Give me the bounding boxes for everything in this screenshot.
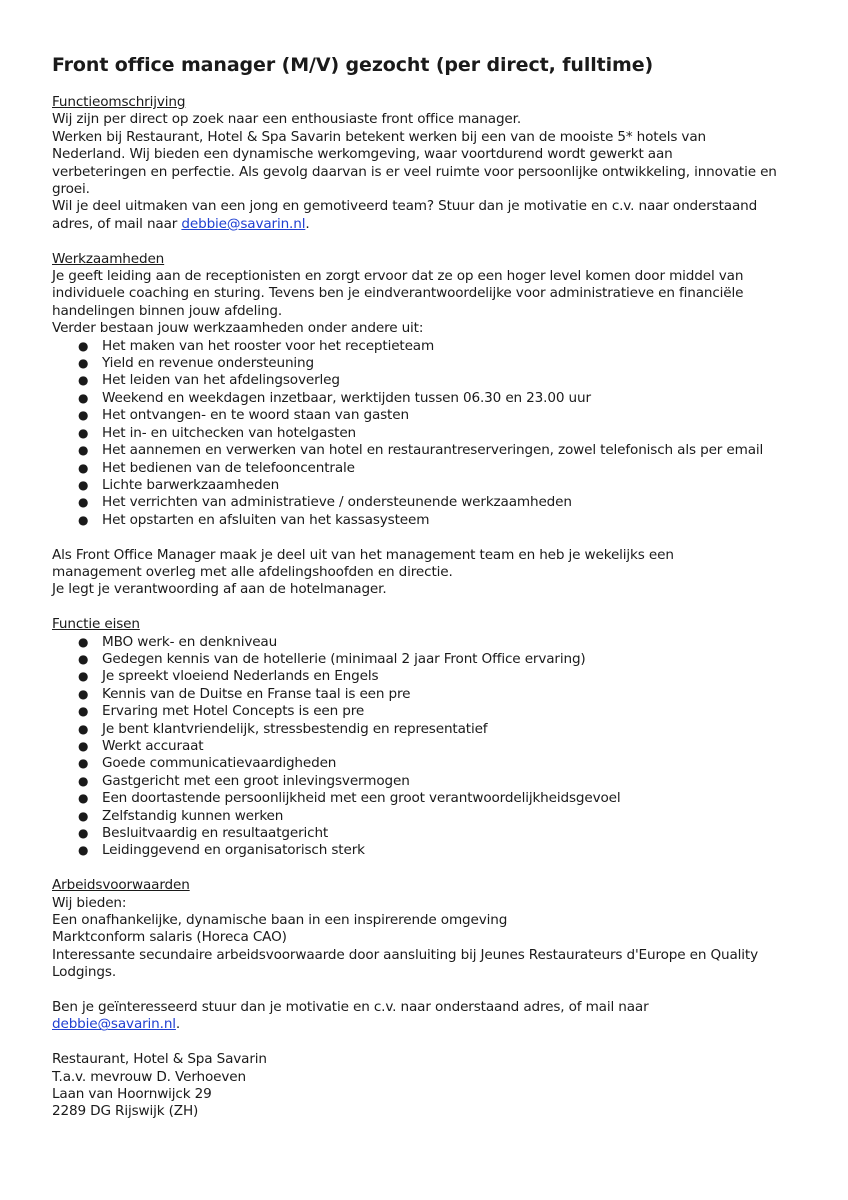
list-item [52,703,792,720]
section-requirements [52,616,792,860]
list-item [52,686,792,703]
description-line: Wij zijn per direct op zoek naar een enthousiaste front office manager. [52,111,522,128]
list-item [52,425,792,442]
tasks-line: handelingen binnen jouw afdeling. [52,302,283,319]
list-item-text: Ervaring met Hotel Concepts is een pre [102,703,365,720]
section-tasks [52,251,792,599]
list-item [52,494,792,511]
list-item [52,372,792,389]
list-item-text: Het leiden van het afdelingsoverleg [102,372,340,389]
spacer [52,1034,792,1051]
list-item [52,808,792,825]
closing-line [52,1016,792,1033]
list-item-text: Het bedienen van de telefooncentrale [102,459,355,476]
description-line: Werken bij Restaurant, Hotel & Spa Savarin betekent werken bij een van de mooiste 5* hotels van [52,128,706,145]
conditions-line: Lodgings. [52,964,116,981]
conditions-line: Interessante secundaire arbeidsvoorwaarde door aansluiting bij Jeunes Restaurateurs d'Europe en Quality [52,946,759,963]
bullet-icon: ● [78,408,89,423]
closing-line: Ben je geïnteresseerd stuur dan je motivatie en c.v. naar onderstaand adres, of mail naar [52,999,649,1016]
bullet-icon: ● [78,495,89,510]
bullet-icon: ● [78,791,89,806]
description-line [52,216,792,233]
list-item-text: Weekend en weekdagen inzetbaar, werktijden tussen 06.30 en 23.00 uur [102,389,591,406]
list-item-text: Leidinggevend en organisatorisch sterk [102,842,365,859]
tasks-list [52,338,792,529]
tasks-line: Als Front Office Manager maak je deel uit van het management team en heb je wekelijks een [52,546,674,563]
section-description [52,94,792,233]
list-item-text: Yield en revenue ondersteuning [102,355,315,372]
description-line: verbeteringen en perfectie. Als gevolg daarvan is er veel ruimte voor persoonlijke ontwikkeling, innovatie en [52,163,777,180]
section-heading-description: Functieomschrijving [52,94,186,110]
bullet-icon: ● [78,686,89,701]
list-item [52,390,792,407]
section-heading-requirements: Functie eisen [52,616,140,633]
bullet-icon: ● [78,373,89,388]
email-link[interactable]: debbie@savarin.nl [181,215,306,232]
list-item [52,668,792,685]
section-closing [52,999,792,1034]
address-line: Restaurant, Hotel & Spa Savarin [52,1051,267,1068]
list-item [52,355,792,372]
address-block [52,1051,792,1121]
spacer [52,233,792,250]
punctuation: . [175,1016,181,1033]
bullet-icon: ● [78,843,89,858]
list-item-text: Je bent klantvriendelijk, stressbestendig en representatief [102,720,488,737]
list-item [52,738,792,755]
bullet-icon: ● [78,773,89,788]
list-item [52,773,792,790]
tasks-line: Je legt je verantwoording af aan de hotelmanager. [52,581,387,598]
list-item [52,790,792,807]
list-item-text: Werkt accuraat [102,737,204,754]
list-item [52,442,792,459]
list-item-text: Het maken van het rooster voor het receptieteam [102,337,435,354]
bullet-icon: ● [78,460,89,475]
conditions-line: Marktconform salaris (Horeca CAO) [52,929,287,946]
bullet-icon: ● [78,425,89,440]
tasks-line: Verder bestaan jouw werkzaamheden onder andere uit: [52,320,424,337]
description-line: Wil je deel uitmaken van een jong en gemotiveerd team? Stuur dan je motivatie en c.v. naar onderstaand [52,198,758,215]
list-item [52,477,792,494]
list-item [52,842,792,859]
tasks-line: management overleg met alle afdelingshoofden en directie. [52,563,453,580]
section-heading-tasks: Werkzaamheden [52,250,165,267]
list-item [52,634,792,651]
list-item [52,755,792,772]
bullet-icon: ● [78,651,89,666]
bullet-icon: ● [78,356,89,371]
list-item-text: Kennis van de Duitse en Franse taal is een pre [102,685,411,702]
address-line: T.a.v. mevrouw D. Verhoeven [52,1068,246,1085]
list-item [52,407,792,424]
list-item-text: Het ontvangen- en te woord staan van gasten [102,407,409,424]
bullet-icon: ● [78,738,89,753]
document-body [52,52,792,1121]
conditions-line: Een onafhankelijke, dynamische baan in een inspirerende omgeving [52,912,508,929]
list-item-text: Besluitvaardig en resultaatgericht [102,825,329,842]
spacer [52,982,792,999]
list-item [52,338,792,355]
description-line: groei. [52,181,90,198]
list-item [52,512,792,529]
address-line: Laan van Hoornwijck 29 [52,1086,212,1103]
email-link[interactable]: debbie@savarin.nl [52,1016,176,1033]
bullet-icon: ● [78,808,89,823]
spacer [52,860,792,877]
list-item-text: Het opstarten en afsluiten van het kassasysteem [102,511,430,528]
punctuation: . [305,215,310,232]
list-item-text: Gastgericht met een groot inlevingsvermogen [102,772,410,789]
list-item [52,651,792,668]
bullet-icon: ● [78,756,89,771]
spacer [52,599,792,616]
tasks-line: Je geeft leiding aan de receptionisten en zorgt ervoor dat ze op een hoger level komen door middel van [52,268,744,285]
description-line: Nederland. Wij bieden een dynamische werkomgeving, waar voortdurend wordt gewerkt aan [52,146,673,163]
bullet-icon: ● [78,826,89,841]
description-text: adres, of mail naar [52,215,182,232]
bullet-icon: ● [78,512,89,527]
list-item [52,825,792,842]
bullet-icon: ● [78,669,89,684]
list-item-text: MBO werk- en denkniveau [102,633,278,650]
section-heading-conditions: Arbeidsvoorwaarden [52,877,190,894]
address-line: 2289 DG Rijswijk (ZH) [52,1103,199,1120]
bullet-icon: ● [78,443,89,458]
requirements-list [52,634,792,860]
list-item-text: Je spreekt vloeiend Nederlands en Engels [102,668,379,685]
bullet-icon: ● [78,634,89,649]
list-item [52,721,792,738]
list-item [52,460,792,477]
list-item-text: Het in- en uitchecken van hotelgasten [102,424,357,441]
bullet-icon: ● [78,477,89,492]
list-item-text: Goede communicatievaardigheden [102,755,337,772]
tasks-line: individuele coaching en sturing. Tevens ben je eindverantwoordelijke voor administratieve en financiële [52,285,744,302]
list-item-text: Het aannemen en verwerken van hotel en restaurantreserveringen, zowel telefonisch als per email [102,442,764,459]
list-item-text: Gedegen kennis van de hotellerie (minimaal 2 jaar Front Office ervaring) [102,650,586,667]
bullet-icon: ● [78,338,89,353]
list-item-text: Zelfstandig kunnen werken [102,807,284,824]
bullet-icon: ● [78,721,89,736]
conditions-line: Wij bieden: [52,894,127,911]
bullet-icon: ● [78,704,89,719]
spacer [52,529,792,546]
page-title: Front office manager (M/V) gezocht (per direct, fulltime) [52,54,654,76]
section-conditions [52,877,792,981]
bullet-icon: ● [78,390,89,405]
list-item-text: Het verrichten van administratieve / ondersteunende werkzaamheden [102,494,572,511]
list-item-text: Een doortastende persoonlijkheid met een groot verantwoordelijkheidsgevoel [102,790,621,807]
list-item-text: Lichte barwerkzaamheden [102,476,280,493]
